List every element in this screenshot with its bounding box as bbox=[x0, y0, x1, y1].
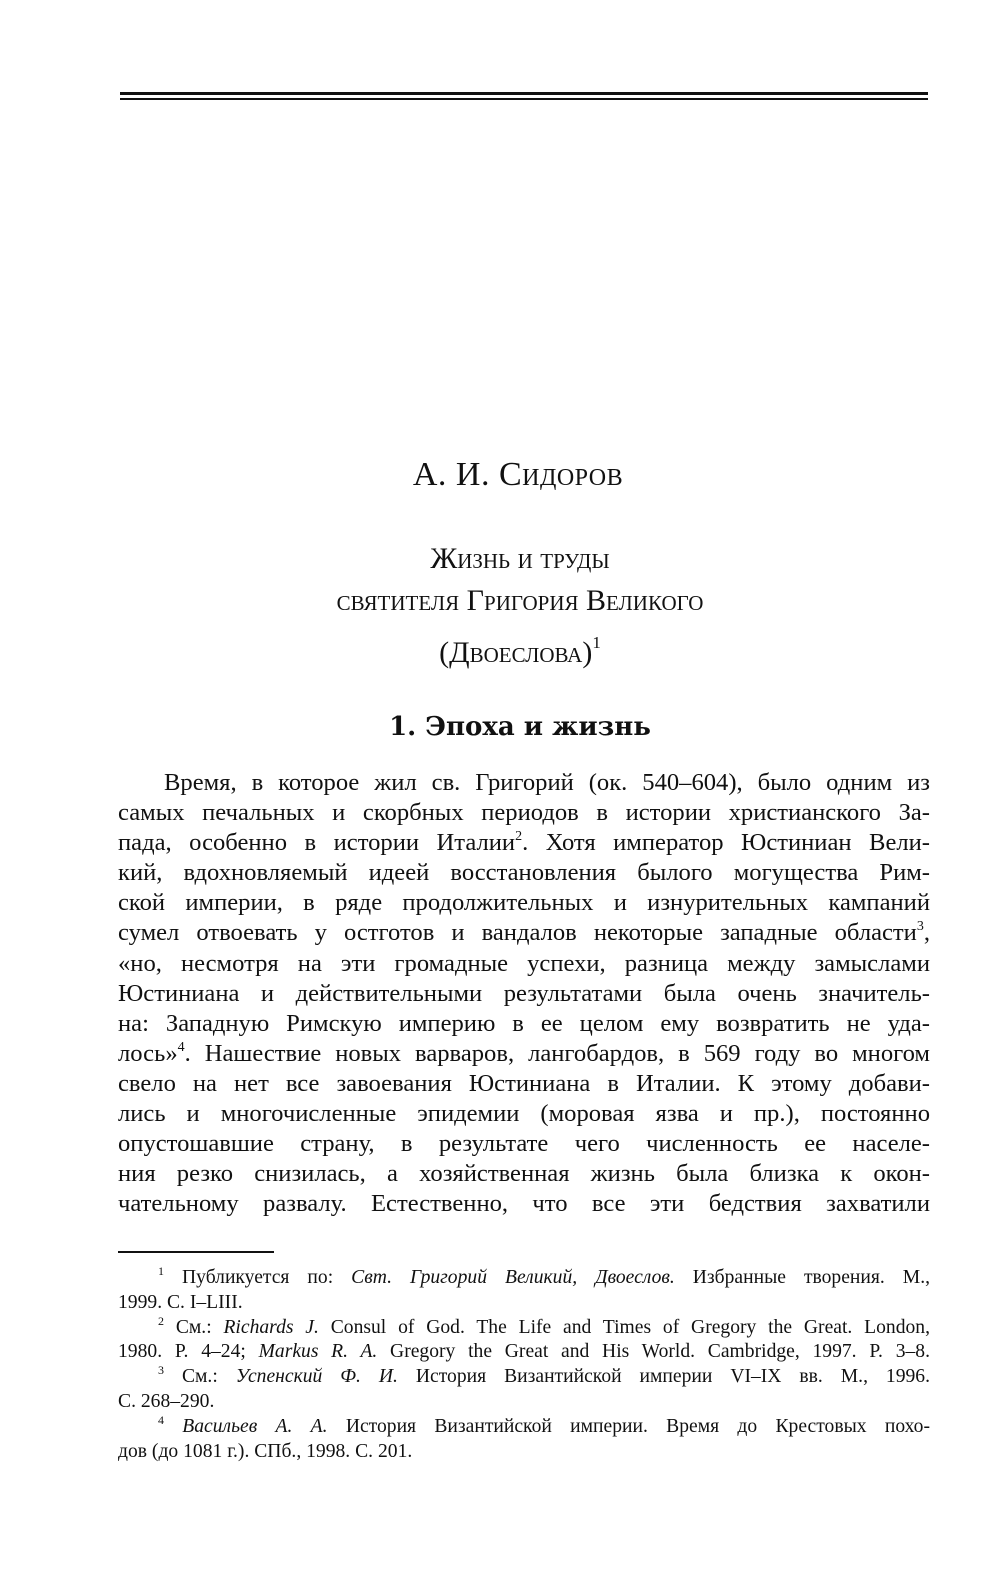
body-line-text: сумел отвоевать у остготов и вандалов некоторые западные области bbox=[118, 919, 917, 947]
footnote-3 bbox=[118, 1365, 930, 1390]
body-line: чательному развалу. Естественно, что все эти бедствия захватили bbox=[118, 1190, 930, 1218]
footnote-separator bbox=[118, 1251, 274, 1253]
title-line-1: Жизнь и труды bbox=[430, 542, 610, 575]
body-line: самых печальных и скорбных периодов в истории христианского За- bbox=[118, 799, 930, 827]
footnote-2 bbox=[118, 1313, 930, 1341]
body-line-text: . Хотя император Юстиниан Вели- bbox=[522, 829, 930, 857]
footnote-text: История Византийской империи VI–IX вв. М., 1996. bbox=[397, 1366, 930, 1388]
footnote-number: 4 bbox=[158, 1412, 164, 1427]
body-line: ской империи, в ряде продолжительных и изнурительных кампаний bbox=[118, 889, 930, 917]
section-heading: 1. Эпоха и жизнь bbox=[389, 712, 651, 742]
body-line: опустошавшие страну, в результате чего численность ее населе- bbox=[118, 1130, 930, 1158]
body-line: кий, вдохновляемый идеей восстановления былого могущества Рим- bbox=[118, 859, 930, 887]
body-paragraph bbox=[118, 768, 930, 1219]
footnote-italic: Васильев А. А. bbox=[182, 1415, 328, 1437]
body-line: Юстиниана и действительными результатами была очень значитель- bbox=[118, 979, 930, 1007]
author-name: А. И. Сидоров bbox=[412, 456, 624, 493]
footnote-text: 1980. P. 4–24; bbox=[118, 1341, 259, 1363]
title-line-3 bbox=[40, 622, 1000, 674]
footnote-text: Публикуется по: bbox=[182, 1267, 352, 1288]
footnote-italic: Richards J. bbox=[223, 1316, 319, 1338]
footnote-4-cont: дов (до 1081 г.). СПб., 1998. С. 201. bbox=[118, 1440, 413, 1462]
body-line: лись и многочисленные эпидемии (моровая язва и пр.), постоянно bbox=[118, 1100, 930, 1128]
header-rule-thin bbox=[120, 98, 928, 100]
body-line: ния резко снизилась, а хозяйственная жизнь была близка к окон- bbox=[118, 1160, 930, 1188]
body-line-text: . Нашествие новых варваров, лангобардов, в 569 году во многом bbox=[184, 1039, 930, 1067]
body-line: Время, в которое жил св. Григорий (ок. 540–604), было одним из bbox=[164, 769, 930, 796]
body-line-text: лось» bbox=[118, 1039, 178, 1067]
footnote-ref-2[interactable]: 2 bbox=[515, 829, 523, 845]
footnote-number: 1 bbox=[158, 1264, 164, 1278]
body-line: на: Западную Римскую империю в ее целом ему возвратить не уда- bbox=[118, 1009, 930, 1037]
footnote-text: Избранные творения. М., bbox=[674, 1267, 930, 1288]
body-line: «но, несмотря на эти громадные успехи, разница между замыслами bbox=[118, 949, 930, 977]
footnote-ref-3[interactable]: 3 bbox=[916, 919, 924, 935]
title-line-3-text: (Двоеслова) bbox=[439, 636, 593, 669]
footnote-1 bbox=[118, 1266, 930, 1291]
footnote-number: 2 bbox=[158, 1313, 164, 1328]
article-title bbox=[0, 538, 1000, 674]
body-line bbox=[118, 828, 930, 858]
header-double-rule bbox=[120, 92, 928, 101]
body-line bbox=[118, 1039, 930, 1069]
footnote-ref-4[interactable]: 4 bbox=[177, 1039, 185, 1055]
body-line: свело на нет все завоевания Юстиниана в Италии. К этому добави- bbox=[118, 1069, 930, 1097]
footnote-text: См.: bbox=[181, 1366, 236, 1388]
footnote-text: История Византийской империи. Время до Крестовых похо- bbox=[327, 1415, 931, 1437]
footnote-number: 3 bbox=[158, 1363, 164, 1378]
footnote-italic: Markus R. A. bbox=[258, 1341, 378, 1363]
footnote-text: Consul of God. The Life and Times of Gregory the Great. London, bbox=[318, 1316, 930, 1338]
body-line bbox=[118, 918, 930, 948]
body-line-text: пада, особенно в истории Италии bbox=[118, 829, 516, 857]
footnotes bbox=[118, 1266, 930, 1464]
footnote-text: Gregory the Great and His World. Cambridge, 1997. P. 3–8. bbox=[377, 1341, 930, 1363]
footnote-italic: Успенский Ф. И. bbox=[235, 1366, 398, 1388]
footnote-italic: Свт. Григорий Великий, Двоеслов. bbox=[351, 1267, 675, 1288]
body-line-text: , bbox=[923, 919, 930, 947]
header-rule-thick bbox=[120, 92, 928, 95]
footnote-1-cont: 1999. С. I–LIII. bbox=[118, 1291, 243, 1313]
footnote-2-cont bbox=[118, 1340, 930, 1365]
title-line-2: святителя Григория Великого bbox=[336, 584, 704, 617]
footnote-text: См.: bbox=[175, 1316, 224, 1338]
footnote-3-cont: С. 268–290. bbox=[118, 1390, 215, 1412]
footnote-4 bbox=[118, 1412, 931, 1440]
title-footnote-ref[interactable]: 1 bbox=[592, 633, 601, 652]
